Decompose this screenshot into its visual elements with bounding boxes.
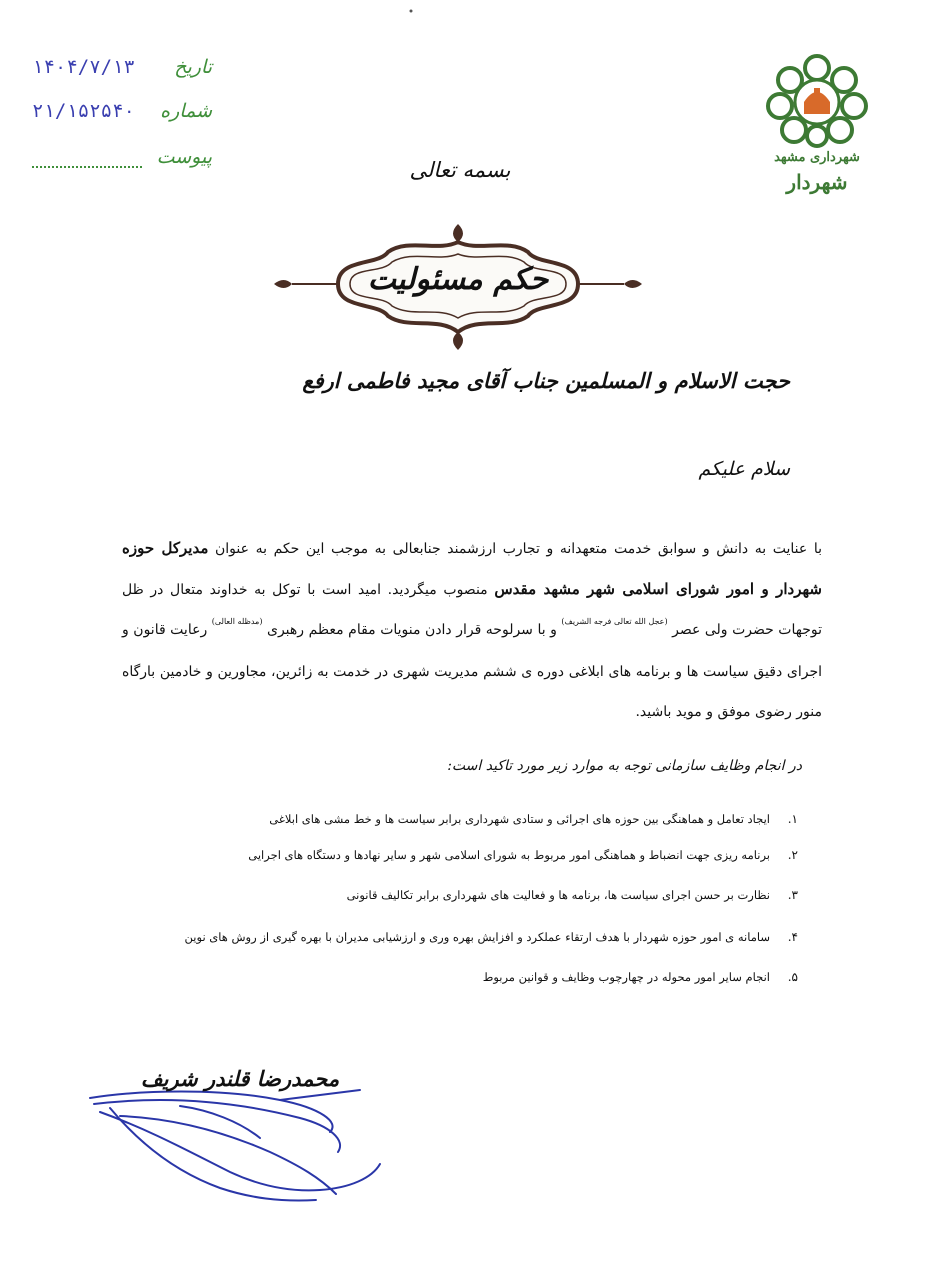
list-item-number: ۱. xyxy=(787,812,798,826)
date-label: تاریخ xyxy=(174,56,212,78)
list-item xyxy=(170,812,798,836)
list-item-text: ایجاد تعامل و هماهنگی بین حوزه های اجرائی و ستادی شهرداری برابر سیاست ها و خط مشی های ابلاغی xyxy=(269,812,770,826)
logo-city-text: شهرداری مشهد xyxy=(774,150,860,165)
body-part-3: و با سرلوحه قرار دادن منویات مقام معظم رهبری xyxy=(262,622,562,638)
order-body xyxy=(122,528,822,732)
number-value: ۲۱/۱۵۲۵۴۰ xyxy=(32,100,135,122)
body-part-4: رعایت قانون و اجرای دقیق سیاست ها و برنامه های ابلاغی دوره ی ششم مدیریت شهری در خدمت به زائرین، مجاورین و خادمین بارگاه منور رضوی موفق و موید باشید. xyxy=(122,622,822,720)
attachment-row xyxy=(32,146,212,176)
logo-mayor-text: شهردار xyxy=(786,170,848,194)
logo-emblem-icon xyxy=(762,52,872,148)
list-item-number: ۵. xyxy=(787,970,798,984)
list-item xyxy=(170,848,798,872)
body-part-2: منصوب میگردید. امید است با توکل به خداوند متعال در ظل توجهات حضرت ولی عصر xyxy=(122,582,822,638)
list-item-number: ۴. xyxy=(787,930,798,944)
body-honorific-2: (مدظله العالی) xyxy=(211,617,263,626)
attachment-dots xyxy=(32,152,142,168)
list-item-text: انجام سایر امور محوله در چهارچوب وظایف و قوانین مربوط xyxy=(482,970,770,984)
body-position-title: مدیرکل حوزه شهردار و امور شورای اسلامی شهر مشهد مقدس xyxy=(122,539,822,598)
mashhad-municipality-logo xyxy=(762,52,872,202)
date-row xyxy=(32,56,212,86)
list-item-text: سامانه ی امور حوزه شهردار با هدف ارتقاء عملکرد و افزایش بهره وری و ارزشیابی مدیران با بهره گیری از روش های نوین xyxy=(184,930,770,944)
list-item-number: ۲. xyxy=(787,848,798,862)
greeting: سلام علیکم xyxy=(698,458,790,480)
signatory-name: محمدرضا قلندر شریف xyxy=(140,1066,340,1091)
date-value: ۱۴۰۴/۷/۱۳ xyxy=(32,56,135,78)
body-honorific-1: (عجل الله تعالی فرجه الشریف) xyxy=(561,617,668,626)
document-title: حکم مسئولیت xyxy=(367,262,549,297)
list-item xyxy=(170,888,798,912)
list-item xyxy=(170,930,798,954)
recipient-line: حجت الاسلام و المسلمین جناب آقای مجید فاطمی ارفع xyxy=(302,368,790,393)
number-label: شماره xyxy=(160,100,212,122)
list-item xyxy=(170,970,798,994)
list-item-number: ۳. xyxy=(787,888,798,902)
list-item-text: نظارت بر حسن اجرای سیاست ها، برنامه ها و فعالیت های شهرداری برابر تکالیف قانونی xyxy=(346,888,770,902)
body-part-1: با عنایت به دانش و سوابق خدمت متعهدانه و تجارب ارزشمند جنابعالی به موجب این حکم به عنوان xyxy=(208,541,822,557)
basmala: بسمه تعالی xyxy=(409,158,511,182)
duties-intro: در انجام وظایف سازمانی توجه به موارد زیر مورد تاکید است: xyxy=(447,758,802,774)
number-row xyxy=(32,100,212,130)
registration-mark xyxy=(408,8,414,14)
attachment-label: پیوست xyxy=(156,146,212,168)
list-item-text: برنامه ریزی جهت انضباط و هماهنگی امور مربوط به شورای اسلامی شهر و سایر نهادها و دستگاه های اجرایی xyxy=(248,848,770,862)
